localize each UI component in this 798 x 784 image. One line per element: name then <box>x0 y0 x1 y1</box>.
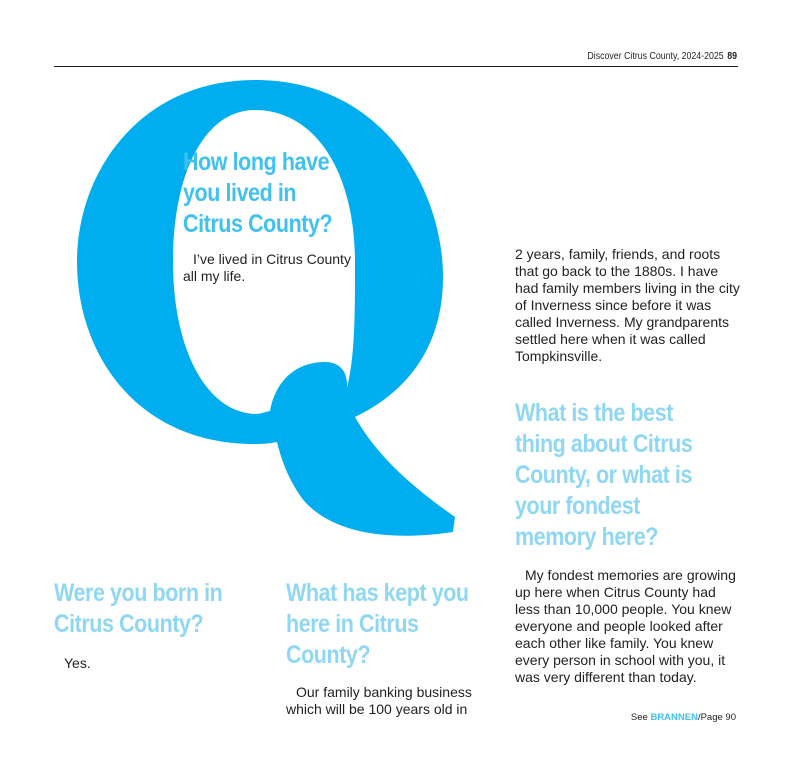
continuation-reference <box>631 712 736 723</box>
page-number: 89 <box>727 51 737 62</box>
answer-3-text: Our family banking business which will be 100 years old in <box>286 684 472 717</box>
q-letter-shape <box>55 62 475 562</box>
continuation-prefix: See <box>630 712 651 723</box>
answer-1-text: I’ve lived in Citrus County all my life. <box>183 251 351 284</box>
question-2: Were you born in Citrus County? <box>54 579 223 638</box>
answer-4-text: My fondest memories are growing up here when Citrus County had less than 10,000 people. You knew everyone and people looked after each other like family. You knew every person in school with you, it was very different than today. <box>515 567 736 685</box>
answer-2 <box>54 655 234 672</box>
answer-1 <box>183 251 358 285</box>
question-3: What has kept you here in Citrus County? <box>286 579 469 669</box>
answer-3-continued: 2 years, family, friends, and roots that go back to the 1880s. I have had family members living in the city of Inverness since before it was called Inverness. My grandparents settled here when it was called Tompkinsville. <box>515 246 740 364</box>
answer-4 <box>515 567 743 686</box>
question-4: What is the best thing about Citrus County, or what is your fondest memory here? <box>515 399 693 551</box>
publication-title: Discover Citrus County, 2024-2025 <box>587 51 724 62</box>
answer-2-text: Yes. <box>64 655 91 671</box>
continuation-name: BRANNEN <box>650 712 698 723</box>
page-header <box>587 51 737 62</box>
question-1: How long have you lived in Citrus County? <box>183 148 333 238</box>
answer-3 <box>286 684 482 718</box>
decorative-q-letter <box>55 62 475 562</box>
continuation-suffix: /Page 90 <box>697 712 736 723</box>
